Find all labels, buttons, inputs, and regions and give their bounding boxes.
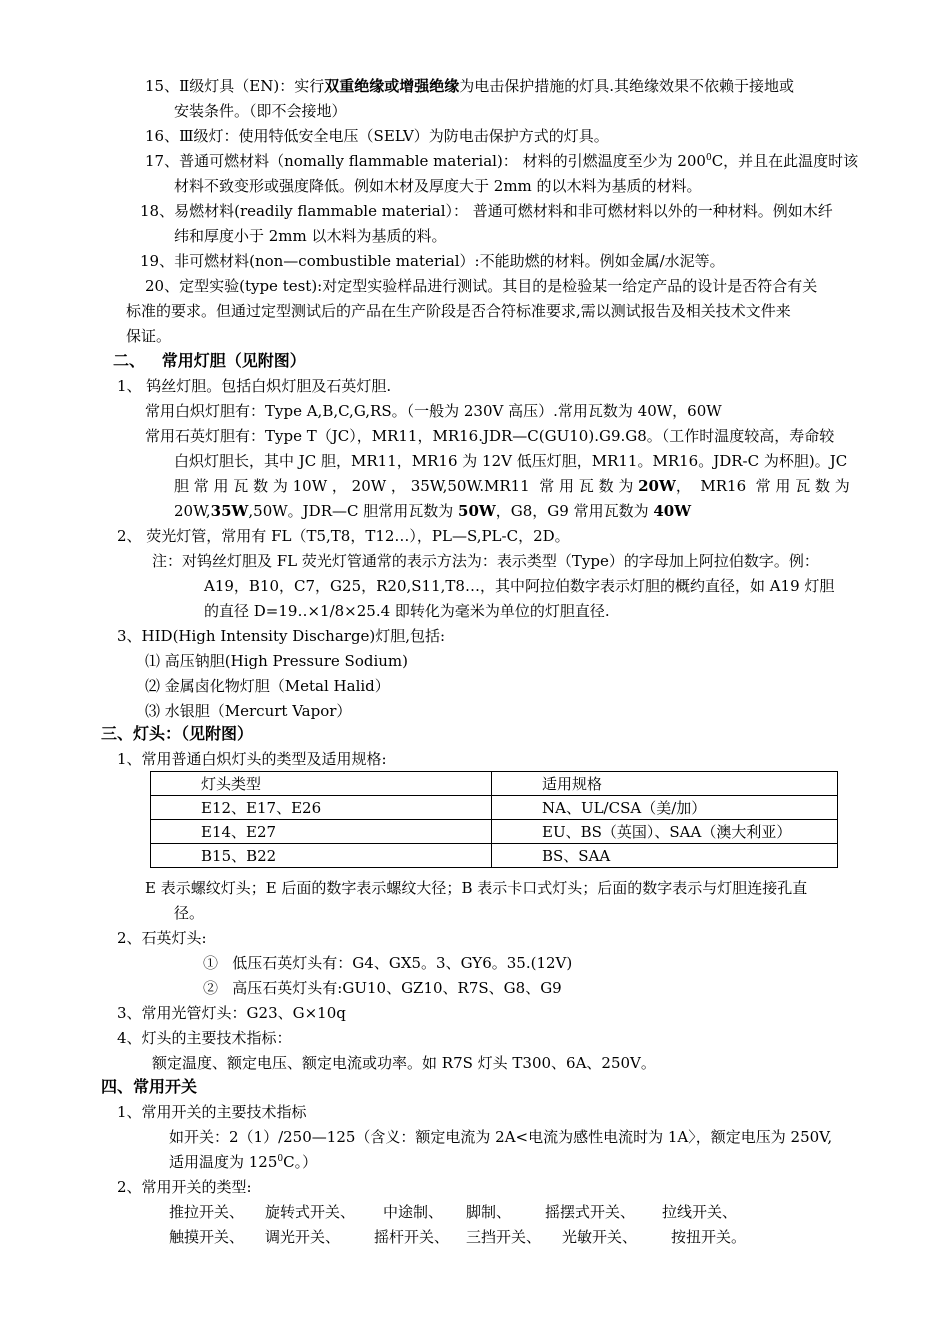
item-17-text-cont: C，并且在此温度时该: [711, 152, 859, 170]
item-18-line2: 纬和厚度小于 2mm 以木料为基质的料。: [174, 227, 447, 245]
table-row: [151, 820, 838, 844]
switch-type-11: 光敏开关、: [562, 1228, 638, 1246]
table-header: 灯头类型: [151, 772, 492, 796]
sec2-item-2: 2、 荧光灯管，常用有 FL（T5,T8，T12…），PL—S,PL-C，2D。: [117, 527, 570, 545]
switch-type-6: 拉线开关、: [662, 1203, 738, 1221]
lamp-base-table: [150, 771, 838, 868]
item-15-line2: 安装条件。（即不会接地）: [174, 102, 347, 120]
sec2-note-line2: A19，B10，C7，G25，R20,S11,T8…，其中阿拉伯数字表示灯胆的概约直径，如 A19 灯胆: [204, 577, 835, 595]
switch-type-1: 推拉开关、: [169, 1203, 245, 1221]
sec3-item-3: 3、常用光管灯头：G23、G×10q: [117, 1004, 346, 1022]
sec4-item-2: 2、常用开关的类型:: [117, 1178, 252, 1196]
sec2-item-1: 1、 钨丝灯胆。包括白炽灯胆及石英灯胆.: [117, 377, 392, 395]
sec2-item-1b-line3: [174, 476, 850, 496]
wattage-bold: 50W: [458, 502, 496, 520]
table-header: 适用规格: [492, 772, 838, 796]
table-row: [151, 844, 838, 868]
temp-text-cont: C。）: [283, 1153, 318, 1171]
wattage-bold: 40W: [653, 502, 692, 520]
section-3-heading: 三、灯头：（见附图）: [101, 724, 254, 743]
item-17-text: 17、普通可燃材料（nomally flammable material)： 材料的引燃温度至少为 200: [145, 152, 706, 170]
sec2-item-1b-line1: 常用石英灯胆有：Type T（JC），MR11，MR16.JDR—C(GU10).G9.G8。（工作时温度较高，寿命较: [145, 427, 835, 445]
item-15-text-cont: 为电击保护措施的灯具.其绝缘效果不依赖于接地或: [459, 77, 795, 95]
sec3-item-4a: 额定温度、额定电压、额定电流或功率。如 R7S 灯头 T300、6A、250V。: [152, 1054, 656, 1072]
table-cell: B15、B22: [151, 844, 492, 868]
switch-type-8: 调光开关、: [265, 1228, 341, 1246]
section-4-heading: 四、常用开关: [101, 1077, 198, 1096]
sec3-item-4: 4、灯头的主要技术指标：: [117, 1029, 292, 1047]
item-15-line1: [145, 76, 794, 96]
switch-type-12: 按扭开关。: [671, 1228, 747, 1246]
table-cell: NA、UL/CSA（美/加）: [492, 796, 838, 820]
sec3-note-line1: E 表示螺纹灯头；E 后面的数字表示螺纹大径；B 表示卡口式灯头；后面的数字表示与灯胆连接孔直: [145, 879, 808, 897]
sec2-item-3a: ⑴ 高压钠胆(High Pressure Sodium): [145, 652, 408, 670]
wattage-text: ,50W。JDR—C 胆常用瓦数为: [248, 502, 459, 520]
switch-type-3: 中途制、: [383, 1203, 444, 1221]
sec2-note-line1: 注：对钨丝灯胆及 FL 荧光灯管通常的表示方法为：表示类型（Type）的字母加上阿拉伯数字。例：: [152, 552, 819, 570]
temp-text: 适用温度为 125: [169, 1153, 278, 1171]
sec2-note-line3: 的直径 D=19‥×1/8×25.4 即转化为毫米为单位的灯胆直径.: [204, 602, 610, 620]
item-15-bold: 双重绝缘或增强绝缘: [324, 77, 460, 95]
switch-type-10: 三挡开关、: [466, 1228, 542, 1246]
table-cell: EU、BS（英国）、SAA（澳大利亚）: [492, 820, 838, 844]
item-15-text: 15、Ⅱ级灯具（EN)：实行: [145, 77, 325, 95]
sec3-item-2: 2、石英灯头:: [117, 929, 207, 947]
item-20-line2: 标准的要求。但通过定型测试后的产品在生产阶段是否合符标准要求,需以测试报告及相关技术文件来: [126, 302, 791, 320]
table-header-row: [151, 772, 838, 796]
sec3-item-1: 1、常用普通白炽灯头的类型及适用规格:: [117, 750, 387, 768]
sec2-item-3: 3、HID(High Intensity Discharge)灯胆,包括:: [117, 627, 446, 645]
sec2-item-3c: ⑶ 水银胆（Mercurt Vapor）: [145, 702, 352, 720]
wattage-text-cont: ， MR16 常 用 瓦 数 为: [675, 477, 850, 495]
switch-type-5: 摇摆式开关、: [545, 1203, 636, 1221]
section-2-heading: 二、 常用灯胆（见附图）: [113, 351, 306, 370]
sec3-note-line2: 径。: [174, 904, 205, 922]
sec4-item-1a-line1: 如开关：2（1）/250—125（含义：额定电流为 2A<电流为感性电流时为 1A〉，额定电压为 250V,: [169, 1128, 833, 1146]
sec2-item-1a: 常用白炽灯胆有：Type A,B,C,G,RS。（一般为 230V 高压）.常用瓦数为 40W，60W: [145, 402, 722, 420]
item-20-line1: 20、定型实验(type test):对定型实验样品进行测试。其目的是检验某一给定产品的设计是否符合有关: [145, 277, 818, 295]
sec3-item-2a: ① 低压石英灯头有：G4、GX5。3、GY6。35.(12V): [203, 954, 573, 972]
switch-type-2: 旋转式开关、: [265, 1203, 356, 1221]
item-17-line2: 材料不致变形或强度降低。例如木材及厚度大于 2mm 的以木料为基质的材料。: [174, 177, 702, 195]
table-cell: BS、SAA: [492, 844, 838, 868]
degree-sup: 0: [705, 153, 712, 163]
sec2-item-1b-line2: 白炽灯胆长，其中 JC 胆，MR11，MR16 为 12V 低压灯胆，MR11。MR16。JDR-C 为杯胆)。JC: [174, 452, 848, 470]
sec4-item-1: 1、常用开关的主要技术指标: [117, 1103, 307, 1121]
wattage-text: ，G8，G9 常用瓦数为: [495, 502, 654, 520]
sec4-item-1a-line2: [169, 1152, 317, 1172]
table-cell: E14、E27: [151, 820, 492, 844]
wattage-bold: 35W: [210, 502, 249, 520]
sec2-item-1b-line4: [174, 501, 691, 521]
item-19: 19、非可燃材料(non—combustible material）:不能助燃的材料。例如金属/水泥等。: [140, 252, 725, 270]
wattage-text: 20W,: [174, 502, 211, 520]
table-row: [151, 796, 838, 820]
sec2-item-3b: ⑵ 金属卤化物灯胆（Metal Halid）: [145, 677, 390, 695]
switch-type-4: 脚制、: [466, 1203, 512, 1221]
sec3-item-2b: ② 高压石英灯头有:GU10、GZ10、R7S、G8、G9: [203, 979, 562, 997]
item-16: 16、Ⅲ级灯：使用特低安全电压（SELV）为防电击保护方式的灯具。: [145, 127, 609, 145]
item-18-line1: 18、易燃材料(readily flammable material）： 普通可燃材料和非可燃材料以外的一种材料。例如木纤: [140, 202, 833, 220]
switch-type-7: 触摸开关、: [169, 1228, 245, 1246]
switch-type-9: 摇杆开关、: [374, 1228, 450, 1246]
table-cell: E12、E17、E26: [151, 796, 492, 820]
item-20-line3: 保证。: [126, 327, 172, 345]
wattage-bold: 20W: [638, 477, 676, 495]
wattage-text: 胆 常 用 瓦 数 为 10W ， 20W ， 35W,50W.MR11 常 用 瓦 数 为: [174, 477, 639, 495]
degree-sup: 0: [277, 1154, 284, 1164]
item-17-line1: [145, 151, 858, 171]
